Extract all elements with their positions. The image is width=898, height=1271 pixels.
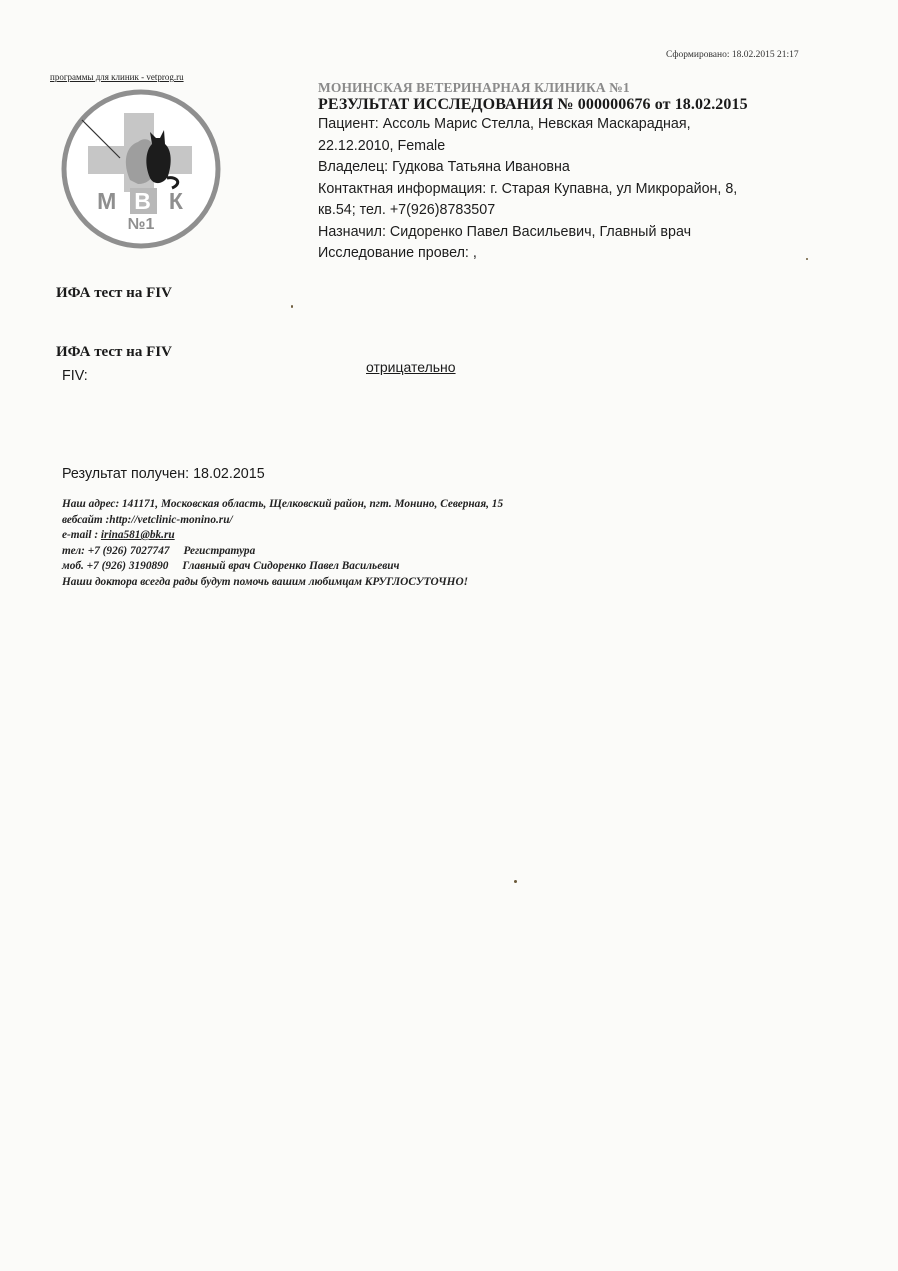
section-title-test: ИФА тест на FIV [56,344,172,360]
logo-letter-v: В [130,188,157,214]
logo-letters [60,188,222,215]
clinic-address: Наш адрес: 141171, Московская область, Щелковский район, пгт. Монино, Северная, 15 [62,498,504,510]
performed-by-line: Исследование провел: , [318,245,477,261]
fiv-label: FIV: [62,368,88,384]
clinic-name: МОНИНСКАЯ ВЕТЕРИНАРНАЯ КЛИНИКА №1 [318,80,630,95]
scan-speck [514,880,517,883]
logo-number: №1 [127,216,155,233]
prescribed-by-line: Назначил: Сидоренко Павел Васильевич, Главный врач [318,223,692,240]
clinic-website: вебсайт :http://vetclinic-monino.ru/ [62,513,233,526]
mob-row [62,559,503,575]
tel-note: Регистратура [183,544,256,557]
email-link[interactable]: irina581@bk.ru [100,529,175,541]
generated-timestamp: Сформировано: 18.02.2015 21:17 [666,50,799,60]
clinic-slogan: Наши доктора всегда рады будут помочь вашим любимцам КРУГЛОСУТОЧНО! [62,575,469,588]
scan-speck [806,258,808,260]
tel-row [62,544,503,560]
logo-letter-k: К [168,188,185,214]
contact-phone-line: кв.54; тел. +7(926)8783507 [318,202,496,218]
tel-number: тел: +7 (926) 7027747 [62,544,170,557]
section-title-main: ИФА тест на FIV [56,285,172,301]
fiv-result-value: отрицательно [366,359,456,375]
scan-speck [291,305,293,308]
mob-note: Главный врач Сидоренко Павел Васильевич [182,560,400,572]
clinic-logo [60,88,222,250]
result-received-date: Результат получен: 18.02.2015 [62,466,265,482]
result-title: РЕЗУЛЬТАТ ИССЛЕДОВАНИЯ № 000000676 от 18.02.2015 [318,96,748,113]
owner-line: Владелец: Гудкова Татьяна Ивановна [318,159,570,175]
patient-line: Пациент: Ассоль Марис Стелла, Невская Маскарадная, [318,116,691,132]
email-row [62,528,503,544]
mob-number: моб. +7 (926) 3190890 [62,560,169,572]
logo-letter-m: М [97,188,119,214]
clinic-contacts-footer [62,497,503,590]
patient-birthdate-line: 22.12.2010, Female [318,137,446,154]
report-header [318,80,748,265]
contact-line: Контактная информация: г. Старая Купавна, ул Микрорайон, 8, [318,180,738,197]
vetprog-link[interactable]: программы для клиник - vetprog.ru [50,72,184,82]
email-label: e-mail : [62,529,101,541]
